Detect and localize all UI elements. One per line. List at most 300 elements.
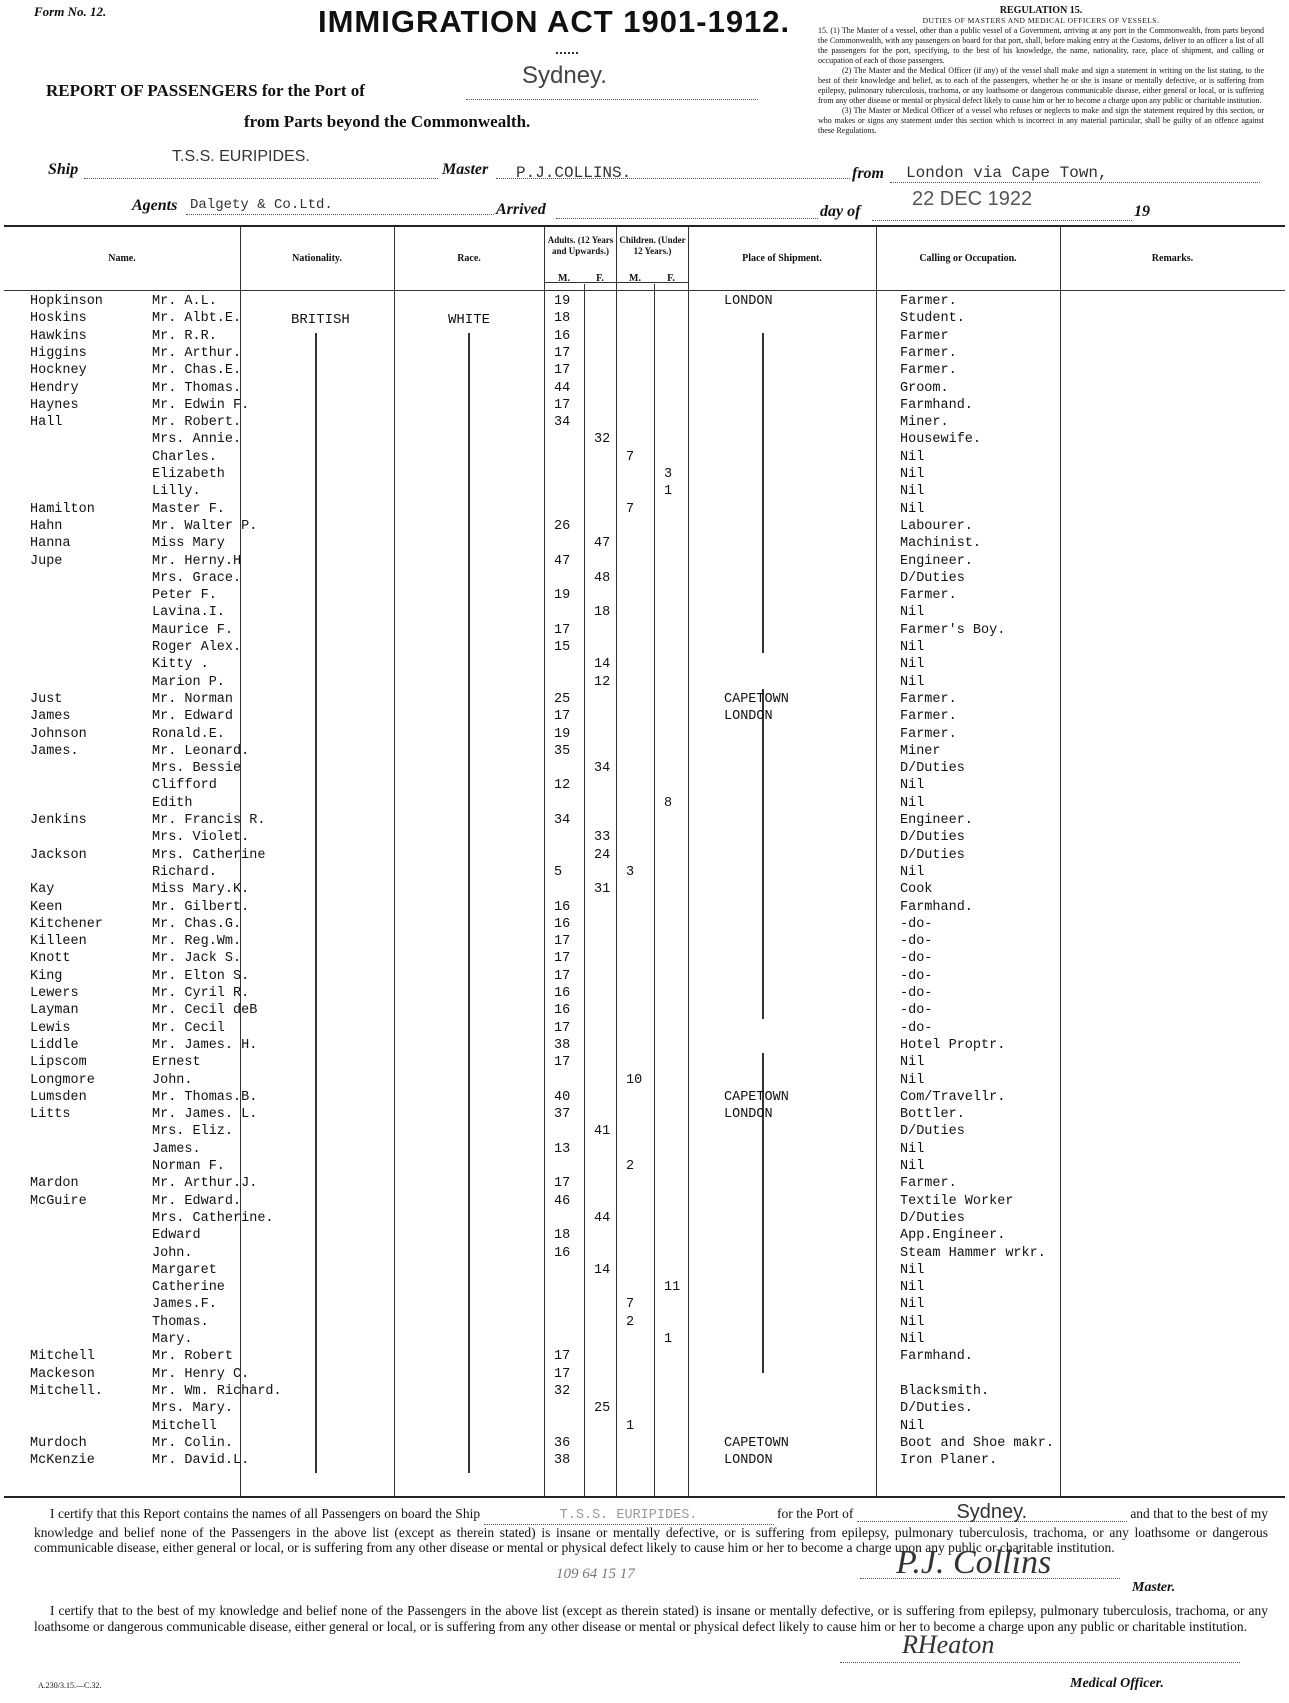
table-row <box>4 1054 1285 1071</box>
cell-given-name: Clifford <box>152 778 217 794</box>
agents-value: Dalgety & Co.Ltd. <box>190 197 333 213</box>
cell-child-female-age: 8 <box>664 795 673 811</box>
document-title: IMMIGRATION ACT 1901-1912. <box>318 4 791 39</box>
cell-occupation: Textile Worker <box>900 1193 1014 1209</box>
cell-given-name: Mr. David.L. <box>152 1453 250 1469</box>
ship-value: T.S.S. EURIPIDES. <box>172 148 310 165</box>
cell-occupation: Bottler. <box>900 1107 965 1123</box>
table-row <box>4 466 1285 483</box>
cell-adult-male-age: 19 <box>554 588 571 604</box>
cell-adult-male-age: 17 <box>554 951 571 967</box>
table-row <box>4 639 1285 656</box>
cell-adult-female-age: 24 <box>594 847 611 863</box>
cell-occupation: Engineer. <box>900 553 973 569</box>
cell-given-name: Mr. Wm. Richard. <box>152 1383 282 1399</box>
cell-adult-male-age: 17 <box>554 397 571 413</box>
cell-given-name: Mr. Chas.E. <box>152 363 242 379</box>
table-row <box>4 535 1285 552</box>
cell-given-name: Mr. A.L. <box>152 294 217 309</box>
cell-child-male-age: 3 <box>626 864 635 880</box>
cell-occupation: Farmer's Boy. <box>900 622 1006 638</box>
table-row <box>4 656 1285 673</box>
cell-occupation: -do- <box>900 986 933 1001</box>
cell-given-name: Mr. Cecil deB <box>152 1003 258 1019</box>
cell-adult-male-age: 46 <box>554 1193 571 1209</box>
cell-adult-female-age: 44 <box>594 1210 611 1226</box>
form-number: Form No. 12. <box>34 4 107 19</box>
cell-given-name: Mr. Leonard. <box>152 743 250 759</box>
cell-adult-male-age: 12 <box>554 778 571 794</box>
cell-place-of-shipment: LONDON <box>724 1107 773 1123</box>
cell-adult-male-age: 19 <box>554 726 571 742</box>
cell-surname: Kitchener <box>30 916 103 932</box>
cell-occupation: Blacksmith. <box>900 1383 990 1399</box>
cell-given-name: Edward <box>152 1228 201 1244</box>
cell-adult-male-age: 17 <box>554 709 571 725</box>
cell-occupation: Farmer. <box>900 345 957 361</box>
cell-surname: Johnson <box>30 726 87 742</box>
table-row <box>4 916 1285 933</box>
table-row <box>4 518 1285 535</box>
table-row <box>4 1383 1285 1400</box>
from-label: from <box>852 165 884 182</box>
cell-given-name: Mr. Thomas.B. <box>152 1089 258 1105</box>
cell-occupation: Steam Hammer wrkr. <box>900 1245 1046 1261</box>
table-row <box>4 1348 1285 1365</box>
table-row <box>4 691 1285 708</box>
cell-occupation: -do- <box>900 968 933 984</box>
table-row <box>4 1227 1285 1244</box>
cell-occupation: Groom. <box>900 380 949 396</box>
cell-place-of-shipment: CAPETOWN <box>724 1089 789 1105</box>
table-row <box>4 431 1285 448</box>
agents-line <box>186 214 494 215</box>
cell-occupation: D/Duties <box>900 830 965 846</box>
cell-given-name: Mr. Walter P. <box>152 518 258 534</box>
cell-given-name: Miss Mary.K. <box>152 882 250 898</box>
col-header-child-m: M. <box>629 273 641 284</box>
cell-given-name: Mrs. Mary. <box>152 1401 234 1417</box>
cell-adult-female-age: 25 <box>594 1401 611 1417</box>
cell-place-of-shipment: CAPETOWN <box>724 1435 789 1451</box>
cell-surname: Lewis <box>30 1020 71 1036</box>
cell-given-name: Catherine <box>152 1280 225 1296</box>
cell-given-name: Kitty . <box>152 657 209 673</box>
cell-adult-male-age: 17 <box>554 934 571 950</box>
cell-adult-male-age: 5 <box>554 864 563 880</box>
cell-given-name: Mitchell <box>152 1418 217 1434</box>
from-value: London via Cape Town, <box>906 164 1108 182</box>
table-row <box>4 1037 1285 1054</box>
cell-surname: Haynes <box>30 397 79 413</box>
cell-surname: Keen <box>30 899 63 915</box>
cell-given-name: John. <box>152 1072 193 1088</box>
table-row <box>4 1366 1285 1383</box>
cell-surname: Hall <box>30 415 63 431</box>
cell-child-male-age: 10 <box>626 1072 643 1088</box>
cell-given-name: James. <box>152 1141 201 1157</box>
cell-occupation: Farmer. <box>900 709 957 725</box>
cell-surname: Hahn <box>30 518 63 534</box>
table-row <box>4 397 1285 414</box>
arrived-line <box>556 218 818 219</box>
table-row <box>4 1279 1285 1296</box>
cell-adult-female-age: 14 <box>594 1262 611 1278</box>
agents-label: Agents <box>132 197 178 214</box>
cell-occupation: -do- <box>900 916 933 932</box>
ship-line <box>84 178 438 179</box>
cell-surname: Lipscom <box>30 1055 87 1071</box>
cell-occupation: Com/Travellr. <box>900 1089 1006 1105</box>
cell-occupation: Nil <box>900 1314 925 1330</box>
cell-occupation: D/Duties <box>900 847 965 863</box>
cell-child-male-age: 2 <box>626 1314 635 1330</box>
table-row <box>4 380 1285 397</box>
cell-occupation: Nil <box>900 1297 925 1313</box>
cell-surname: Hockney <box>30 363 87 379</box>
cell-given-name: Ronald.E. <box>152 726 225 742</box>
cert1-text-rest: and that to the best of my knowledge and belief none of the Passengers in the above list (except as therein stated) is insane or mentally defective, or is suffering from epilepsy, pulmonary tuberculosis, trachoma, or any loathsome or dangerous communicable disease, either general or local, or is suffering from any other disease or mental or physical defect likely to cause him or her to become a charge upon any public or charitable institution. <box>34 1506 1269 1555</box>
cell-adult-male-age: 16 <box>554 1003 571 1019</box>
cell-given-name: Mrs. Catherine. <box>152 1210 274 1226</box>
cell-surname: Jackson <box>30 847 87 863</box>
cell-given-name: Lavina.I. <box>152 605 225 621</box>
cell-given-name: Mr. Gilbert. <box>152 899 250 915</box>
cell-given-name: Mr. Henry C. <box>152 1366 250 1382</box>
cell-occupation: Nil <box>900 674 925 690</box>
arrived-label: Arrived <box>496 201 546 218</box>
col-header-nationality: Nationality. <box>292 253 342 264</box>
cell-given-name: Mr. Edward <box>152 709 234 725</box>
table-row <box>4 1089 1285 1106</box>
cell-occupation: Boot and Shoe makr. <box>900 1435 1054 1451</box>
table-row <box>4 1452 1285 1469</box>
cell-occupation: Nil <box>900 795 925 811</box>
cell-given-name: Roger Alex. <box>152 640 242 655</box>
table-row <box>4 362 1285 379</box>
cell-adult-female-age: 14 <box>594 657 611 673</box>
cell-occupation: Nil <box>900 1055 925 1071</box>
cell-surname: Mackeson <box>30 1366 95 1382</box>
report-label: REPORT OF PASSENGERS for the Port of <box>46 81 365 100</box>
cell-occupation: Farmer <box>900 328 949 344</box>
cell-given-name: Mr. Albt.E. <box>152 311 242 327</box>
port-line <box>466 98 758 100</box>
title-rule <box>556 52 578 54</box>
cell-child-male-age: 2 <box>626 1159 635 1174</box>
cell-adult-female-age: 32 <box>594 432 611 448</box>
cell-given-name: Lilly. <box>152 484 201 500</box>
cell-surname: McKenzie <box>30 1453 95 1469</box>
cell-surname: Hendry <box>30 380 79 396</box>
master-certification <box>34 1501 1269 1556</box>
cell-adult-female-age: 41 <box>594 1124 611 1140</box>
cell-given-name: Marion P. <box>152 674 225 690</box>
table-row <box>4 1314 1285 1331</box>
medical-officer-label: Medical Officer. <box>1070 1676 1164 1691</box>
table-row <box>4 812 1285 829</box>
col-header-occupation: Calling or Occupation. <box>919 253 1017 264</box>
cell-given-name: Mr. Arthur.J. <box>152 1176 258 1192</box>
cell-occupation: Farmer. <box>900 588 957 604</box>
cell-occupation: Student. <box>900 311 965 327</box>
table-row <box>4 847 1285 864</box>
cell-adult-male-age: 32 <box>554 1383 571 1399</box>
arrival-date-stamp: 22 DEC 1922 <box>912 188 1033 210</box>
cell-adult-male-age: 36 <box>554 1435 571 1451</box>
cell-occupation: Nil <box>900 1141 925 1157</box>
table-row <box>4 985 1285 1002</box>
cell-surname: Mitchell. <box>30 1383 103 1399</box>
cell-adult-male-age: 18 <box>554 311 571 327</box>
cell-occupation: D/Duties <box>900 570 965 586</box>
cell-surname: Hoskins <box>30 311 87 327</box>
cell-occupation: Nil <box>900 640 925 655</box>
cell-given-name: Mr. R.R. <box>152 328 217 344</box>
col-header-place-of-shipment: Place of Shipment. <box>742 253 822 264</box>
cell-child-female-age: 1 <box>664 1332 673 1347</box>
table-row <box>4 449 1285 466</box>
regulation-paragraph-3: (3) The Master or Medical Officer of a vessel who refuses or neglects to make and sign the statement required by this section, or who makes or signs any statement under this section which is incorrect in any material particular, shall be guilty of an offence against these Regulations. <box>818 106 1264 135</box>
cell-given-name: Mrs. Grace. <box>152 570 242 586</box>
cell-place-of-shipment: LONDON <box>724 709 773 725</box>
col-header-child-f: F. <box>667 273 675 284</box>
cell-adult-male-age: 17 <box>554 345 571 361</box>
cell-adult-male-age: 34 <box>554 813 571 828</box>
cell-occupation: Farmhand. <box>900 1349 973 1365</box>
cell-child-male-age: 1 <box>626 1418 635 1434</box>
table-row <box>4 1435 1285 1452</box>
regulation-paragraph-2: (2) The Master and the Medical Officer (if any) of the vessel shall make and sign a statement in writing on the list stating, to the best of their knowledge and belief, as to each of the passengers, whether he or she is insane or mentally defective, or is suffering from epilepsy, pulmonary tuberculosis, trachoma, or any loathsome or dangerous communicable disease, either general or local, or is suffering from any other disease or mental or physical defect likely to cause him or her to become a charge upon any public or charitable institution. <box>818 66 1264 105</box>
cell-child-female-age: 1 <box>664 484 673 500</box>
cell-given-name: Mr. James. H. <box>152 1037 258 1053</box>
from-line <box>890 182 1260 183</box>
table-row <box>4 933 1285 950</box>
cell-given-name: Maurice F. <box>152 622 234 638</box>
cell-given-name: Margaret <box>152 1262 217 1278</box>
table-row <box>4 587 1285 604</box>
cell-given-name: Edith <box>152 795 193 811</box>
cell-given-name: Mrs. Eliz. <box>152 1124 234 1140</box>
cell-adult-male-age: 17 <box>554 1020 571 1036</box>
cell-child-male-age: 7 <box>626 1297 635 1313</box>
table-row <box>4 726 1285 743</box>
cell-occupation: Farmer. <box>900 1176 957 1192</box>
cell-occupation: Nil <box>900 484 925 500</box>
table-row <box>4 1331 1285 1348</box>
cell-occupation: Nil <box>900 449 925 465</box>
cell-occupation: Farmer. <box>900 294 957 309</box>
cell-given-name: Mrs. Catherine <box>152 847 266 863</box>
date-line <box>872 220 1132 221</box>
cell-surname: James <box>30 709 71 725</box>
cell-surname: Mardon <box>30 1176 79 1192</box>
table-row <box>4 1020 1285 1037</box>
cell-surname: Layman <box>30 1003 79 1019</box>
from-parts-label: from Parts beyond the Commonwealth. <box>244 112 531 131</box>
cell-adult-male-age: 16 <box>554 899 571 915</box>
cell-adult-female-age: 47 <box>594 536 611 552</box>
cell-given-name: James.F. <box>152 1297 217 1313</box>
cell-given-name: Elizabeth <box>152 467 225 482</box>
cell-given-name: Mr. Robert <box>152 1349 234 1365</box>
cell-adult-male-age: 40 <box>554 1089 571 1105</box>
cell-occupation: Nil <box>900 1072 925 1088</box>
cell-occupation: Farmer. <box>900 726 957 742</box>
cell-adult-male-age: 17 <box>554 363 571 379</box>
cell-adult-male-age: 17 <box>554 1366 571 1382</box>
table-row <box>4 483 1285 500</box>
cell-occupation: Engineer. <box>900 813 973 828</box>
cell-occupation: Housewife. <box>900 432 982 448</box>
race-value: WHITE <box>448 312 491 328</box>
table-row <box>4 1262 1285 1279</box>
cell-given-name: Mr. Edwin F. <box>152 397 250 413</box>
table-row <box>4 881 1285 898</box>
table-row <box>4 829 1285 846</box>
cell-given-name: Mr. Thomas. <box>152 380 242 396</box>
cell-adult-male-age: 37 <box>554 1107 571 1123</box>
cell-surname: Hawkins <box>30 328 87 344</box>
cell-occupation: Farmhand. <box>900 397 973 413</box>
cell-given-name: Mr. Norman <box>152 691 234 707</box>
footer-code: A.230/3.15.—C.32. <box>38 1681 102 1690</box>
cell-given-name: Mr. Cecil <box>152 1020 225 1036</box>
cell-given-name: Mr. Cyril R. <box>152 986 250 1001</box>
master-signature-line <box>860 1578 1120 1579</box>
cell-adult-male-age: 17 <box>554 1349 571 1365</box>
table-row <box>4 708 1285 725</box>
col-header-race: Race. <box>457 253 481 264</box>
cert1-port: Sydney. <box>857 1505 1127 1522</box>
passenger-table <box>4 225 1285 1498</box>
cell-place-of-shipment: LONDON <box>724 294 773 309</box>
cell-occupation: D/Duties <box>900 1124 965 1140</box>
cell-surname: Murdoch <box>30 1435 87 1451</box>
table-row <box>4 1072 1285 1089</box>
cell-adult-male-age: 25 <box>554 691 571 707</box>
cell-occupation: Farmhand. <box>900 899 973 915</box>
cell-occupation: Nil <box>900 1332 925 1347</box>
cell-occupation: Nil <box>900 1262 925 1278</box>
cell-surname: James. <box>30 743 79 759</box>
cell-occupation: Nil <box>900 467 925 482</box>
table-row <box>4 743 1285 760</box>
cell-surname: Jupe <box>30 553 63 569</box>
ship-label: Ship <box>48 161 79 178</box>
table-row <box>4 622 1285 639</box>
cell-child-female-age: 11 <box>664 1280 681 1296</box>
medical-officer-signature: RHeaton <box>902 1630 995 1659</box>
cell-occupation: Nil <box>900 864 925 880</box>
cell-surname: Longmore <box>30 1072 95 1088</box>
table-row <box>4 1418 1285 1435</box>
cell-occupation: -do- <box>900 1003 933 1019</box>
table-row <box>4 899 1285 916</box>
table-row <box>4 293 1285 310</box>
regulation-paragraph-1: 15. (1) The Master of a vessel, other than a public vessel of a Government, arriving at any port in the Commonwealth, from parts beyond the Commonwealth, with any passengers on board for that port, shall, before making entry at the Customs, deliver to an officer a list of all the passengers for the port, specifying, to the best of his knowledge, the name, nationality, race, place of shipment, and calling or occupation of each of those passengers. <box>818 26 1264 65</box>
table-row <box>4 1158 1285 1175</box>
regulation-15-box <box>818 6 1264 136</box>
cell-occupation: Farmer. <box>900 363 957 379</box>
cell-adult-female-age: 31 <box>594 882 611 898</box>
cell-occupation: Miner <box>900 743 941 759</box>
cell-occupation: -do- <box>900 934 933 950</box>
cell-adult-male-age: 18 <box>554 1228 571 1244</box>
master-label: Master <box>442 161 489 178</box>
cell-given-name: Mrs. Annie. <box>152 432 242 448</box>
table-row <box>4 604 1285 621</box>
table-row <box>4 1002 1285 1019</box>
cell-occupation: Machinist. <box>900 536 982 552</box>
cell-occupation: Nil <box>900 605 925 621</box>
cell-occupation: -do- <box>900 951 933 967</box>
master-value: P.J.COLLINS. <box>516 164 632 182</box>
pencil-note: 109 64 15 17 <box>556 1566 635 1582</box>
cell-adult-male-age: 38 <box>554 1037 571 1053</box>
cell-adult-male-age: 38 <box>554 1453 571 1469</box>
cell-occupation: Nil <box>900 1418 925 1434</box>
medical-signature-line <box>840 1662 1240 1663</box>
col-header-name: Name. <box>108 253 136 264</box>
cell-adult-female-age: 18 <box>594 605 611 621</box>
port-value: Sydney. <box>522 62 607 89</box>
table-row <box>4 1296 1285 1313</box>
day-of-label: day of <box>820 203 861 220</box>
cell-adult-male-age: 17 <box>554 968 571 984</box>
cell-adult-male-age: 44 <box>554 380 571 396</box>
cell-occupation: Labourer. <box>900 518 973 534</box>
cell-adult-male-age: 17 <box>554 622 571 638</box>
cell-given-name: Mr. Jack S. <box>152 951 242 967</box>
cert1-ship: T.S.S. EURIPIDES. <box>484 1508 774 1525</box>
cell-given-name: Mr. Robert. <box>152 415 242 431</box>
table-row <box>4 950 1285 967</box>
cell-adult-male-age: 17 <box>554 1176 571 1192</box>
table-row <box>4 674 1285 691</box>
cell-given-name: Mr. James. L. <box>152 1107 258 1123</box>
table-row <box>4 864 1285 881</box>
medical-certification: I certify that to the best of my knowledge and belief none of the Passengers in the above list (except as therein stated) is insane or mentally defective, or is suffering from epilepsy, pulmonary tuberculosis, trachoma, or any loathsome or dangerous communicable disease, either general or local, or is suffering from any other disease or mental or physical defect likely to cause him or her to become a charge upon any public or charitable institution. <box>34 1603 1268 1634</box>
header-rule <box>4 290 1285 291</box>
cell-given-name: Mr. Chas.G. <box>152 916 242 932</box>
cell-adult-male-age: 47 <box>554 553 571 569</box>
col-header-remarks: Remarks. <box>1151 253 1194 264</box>
col-header-children: Children. (Under 12 Years.) <box>619 235 686 256</box>
cell-child-male-age: 7 <box>626 501 635 517</box>
cell-adult-female-age: 48 <box>594 570 611 586</box>
col-header-adults: Adults. (12 Years and Upwards.) <box>547 235 614 256</box>
cell-given-name: Miss Mary <box>152 536 225 552</box>
cell-occupation: Hotel Proptr. <box>900 1037 1006 1053</box>
cell-adult-female-age: 12 <box>594 674 611 690</box>
cell-given-name: Mr. Arthur. <box>152 345 242 361</box>
cell-surname: Kay <box>30 882 55 898</box>
cell-occupation: Farmer. <box>900 691 957 707</box>
cell-occupation: App.Engineer. <box>900 1228 1006 1244</box>
cell-occupation: Iron Planer. <box>900 1453 998 1469</box>
cell-adult-male-age: 16 <box>554 1245 571 1261</box>
cell-surname: Mitchell <box>30 1349 95 1365</box>
table-row <box>4 1175 1285 1192</box>
cell-occupation: -do- <box>900 1020 933 1036</box>
table-row <box>4 1245 1285 1262</box>
cell-surname: Jenkins <box>30 813 87 828</box>
cell-occupation: Nil <box>900 1159 925 1174</box>
cell-given-name: John. <box>152 1245 193 1261</box>
cell-occupation: Nil <box>900 501 925 517</box>
cell-surname: Hamilton <box>30 501 95 517</box>
